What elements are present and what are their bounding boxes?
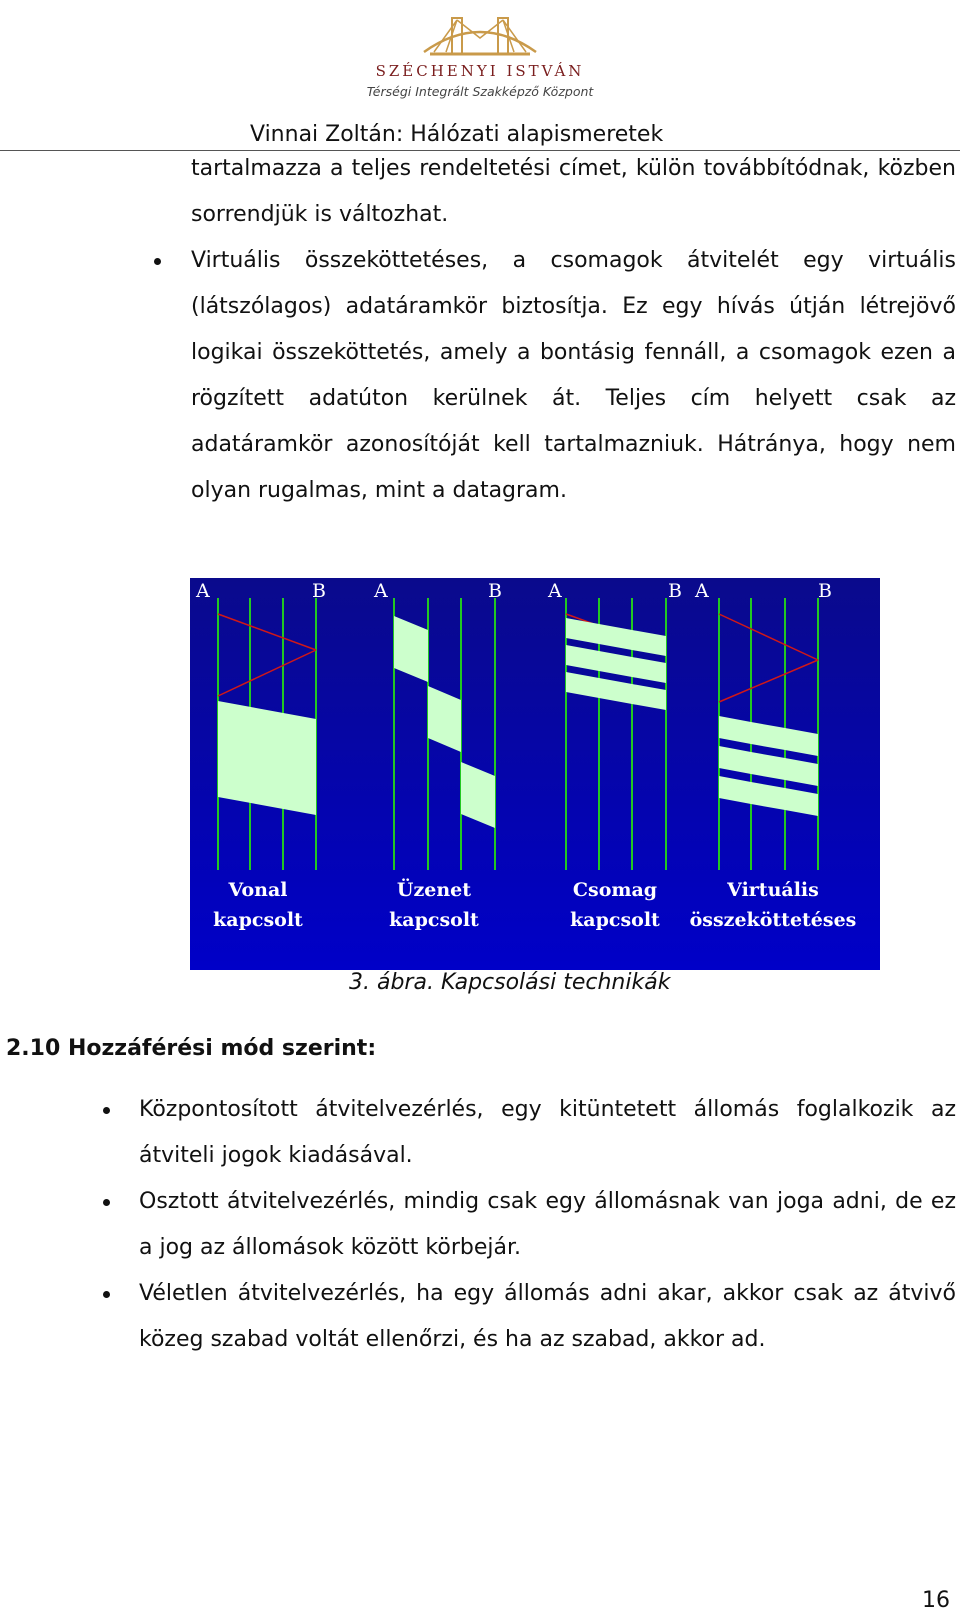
panel-label-line2: kapcsolt: [213, 909, 303, 931]
endpoint-label: A: [548, 580, 562, 602]
bullet-marker: [103, 1199, 110, 1206]
bullet-random: Véletlen átvitelvezérlés, ha egy állomás adni akar, akkor csak az átvivő közeg szabad voltát ellenőrzi, és ha az szabad, akkor ad.: [139, 1281, 956, 1352]
endpoint-label: A: [374, 580, 388, 602]
endpoint-label: B: [668, 580, 682, 602]
panel-label-line1: Üzenet: [396, 879, 472, 901]
panel-label-line1: Csomag: [572, 879, 658, 901]
page-number: 16: [922, 1588, 950, 1613]
section-heading: 2.10 Hozzáférési mód szerint:: [6, 1036, 377, 1061]
switching-diagram: [190, 578, 880, 970]
bullet-centralized: Központosított átvitelvezérlés, egy kitüntetett állomás foglalkozik az átviteli jogok kiadásával.: [139, 1097, 956, 1168]
running-header: Vinnai Zoltán: Hálózati alapismeretek: [250, 122, 664, 147]
bullet-virtual-circuit: Virtuális összeköttetéses, a csomagok átvitelét egy virtuális (látszólagos) adatáramkör biztosítja. Ez egy hívás útján létrejövő logikai összeköttetés, amely a bontásig fennáll, a csomagok ezen a rögzített adatúton kerülnek át. Teljes cím helyett csak az adatáramkör azonosítóját kell tartalmazniuk. Hátránya, hogy nem olyan rugalmas, mint a datagram.: [191, 248, 956, 503]
continued-paragraph: tartalmazza a teljes rendeltetési címet, külön továbbítódnak, közben sorrendjük is változhat.: [191, 156, 956, 227]
endpoint-label: B: [312, 580, 326, 602]
endpoint-label: A: [196, 580, 210, 602]
institution-logo: [356, 8, 604, 112]
bullet-marker: [154, 258, 161, 265]
endpoint-label: B: [488, 580, 502, 602]
bullet-distributed: Osztott átvitelvezérlés, mindig csak egy állomásnak van joga adni, de ez a jog az állomások között körbejár.: [139, 1189, 956, 1260]
panel-label-line2: kapcsolt: [570, 909, 660, 931]
bullet-marker: [103, 1291, 110, 1298]
panel-label-line1: Virtuális: [727, 879, 819, 901]
figure-caption: 3. ábra. Kapcsolási technikák: [349, 970, 671, 995]
endpoint-label: A: [695, 580, 709, 602]
endpoint-label: B: [818, 580, 832, 602]
data-block: [218, 701, 316, 815]
panel-label-line2: összeköttetéses: [689, 909, 857, 931]
switching-techniques-figure: [190, 578, 880, 970]
bullet-marker: [103, 1107, 110, 1114]
logo-name: SZÉCHENYI ISTVÁN: [375, 62, 585, 80]
logo-subtitle: Térségi Integrált Szakképző Központ: [366, 84, 594, 99]
panel-label-line1: Vonal: [228, 879, 288, 901]
panel-label-line2: kapcsolt: [389, 909, 479, 931]
bridge-logo-icon: [420, 8, 540, 60]
